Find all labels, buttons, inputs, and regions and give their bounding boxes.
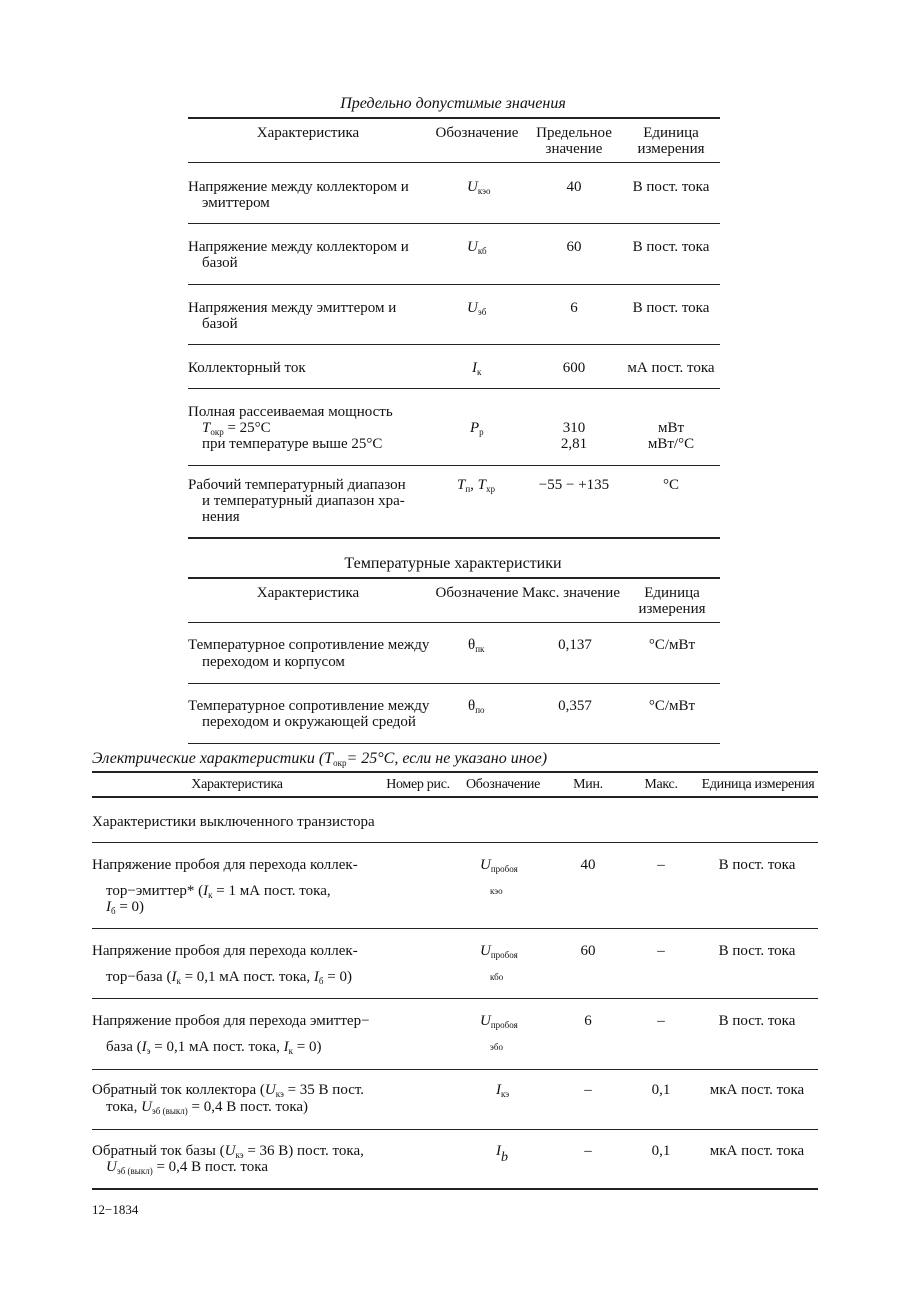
subscript: пробоя (490, 1020, 518, 1030)
row-symbol (468, 636, 484, 658)
text-fragment: I (313, 969, 319, 985)
row-max: – (657, 943, 665, 959)
header: Единица измерения (701, 777, 815, 792)
text-fragment: I (106, 899, 111, 915)
subscript: кб (477, 246, 487, 256)
text-fragment: T (477, 477, 487, 493)
row-desc: переходом и окружающей средой (202, 714, 416, 730)
row-unit: °C (662, 477, 680, 493)
text-fragment: U (480, 943, 491, 959)
row-desc: при температуре выше 25°C (202, 436, 383, 452)
row-min: 40 (580, 857, 596, 873)
row-min: 6 (584, 1013, 592, 1029)
row-desc (106, 968, 352, 990)
text-fragment: θ (468, 698, 476, 714)
row-value: −55 − +135 (538, 477, 610, 493)
text-fragment: I (141, 1039, 147, 1055)
row-symbol-sub: кэо (490, 886, 503, 896)
text-fragment: U (467, 300, 478, 316)
rule (92, 928, 818, 929)
header: Единица (643, 125, 699, 141)
row-desc: базой (202, 255, 238, 271)
text-fragment: = 35 В пост. (283, 1082, 365, 1098)
text-fragment: = 0,4 В пост. тока) (187, 1099, 309, 1115)
rule (188, 284, 720, 285)
rule (188, 117, 720, 119)
header: Характеристика (256, 585, 360, 601)
row-value: 2,81 (560, 436, 588, 452)
row-value: 40 (566, 179, 582, 195)
subscript: эб (477, 307, 487, 317)
subscript: п (465, 484, 471, 494)
row-max: – (657, 857, 665, 873)
row-desc: Напряжение пробоя для перехода эмиттер− (92, 1013, 370, 1029)
subscript: пробоя (490, 864, 518, 874)
text-fragment: = 0) (292, 1039, 322, 1055)
subscript: б (318, 976, 324, 986)
text-fragment: = 1 мА пост. тока, (212, 883, 331, 899)
rule (92, 998, 818, 999)
header: Обозначение (435, 585, 519, 601)
text-fragment: = 0,4 В пост. тока (152, 1159, 268, 1175)
row-unit: В пост. тока (632, 179, 710, 195)
header: Номер рис. (386, 777, 450, 792)
text-fragment: = 36 В) пост. тока, (243, 1143, 364, 1159)
row-min: – (584, 1143, 592, 1159)
row-desc: Полная рассеиваемая мощность (188, 404, 393, 420)
text-fragment: U (467, 239, 478, 255)
rule (188, 162, 720, 163)
text-fragment: тор−эмиттер* ( (106, 883, 204, 899)
row-symbol (496, 1142, 508, 1167)
row-min: 60 (580, 943, 596, 959)
text-fragment: I (171, 969, 177, 985)
text-fragment: U (264, 1082, 276, 1098)
header: значение (545, 141, 603, 157)
subscript: кэ (275, 1089, 284, 1099)
subscript: к (288, 1046, 293, 1056)
text-fragment: U (480, 1013, 491, 1029)
rule (92, 771, 818, 773)
text-fragment: I (203, 883, 209, 899)
row-min: – (584, 1082, 592, 1098)
row-symbol (467, 299, 486, 321)
header: Обозначение (435, 125, 519, 141)
row-unit: мВт (657, 420, 685, 436)
row-unit: В пост. тока (718, 857, 796, 873)
text-fragment: I (496, 1143, 501, 1159)
header: Единица (644, 585, 700, 601)
header: Характеристика (256, 125, 360, 141)
header: измерения (638, 601, 706, 617)
text-fragment: U (106, 1159, 117, 1175)
text-fragment: = 0,1 мА пост. тока, (180, 969, 314, 985)
text-fragment: = 0) (115, 899, 145, 915)
row-desc: Напряжения между эмиттером и (188, 300, 397, 316)
text-fragment: θ (468, 637, 476, 653)
text-fragment: = 25°C, если не указано иное) (346, 750, 548, 767)
text-fragment: P (470, 420, 480, 436)
row-desc: Напряжение между коллектором и (188, 179, 409, 195)
header: Предельное (536, 125, 612, 141)
row-symbol (468, 697, 485, 719)
text-fragment: I (283, 1039, 289, 1055)
row-symbol (467, 238, 487, 260)
row-desc: нения (202, 509, 240, 525)
row-value: 60 (566, 239, 582, 255)
row-symbol (467, 178, 490, 200)
rule (188, 622, 720, 623)
text-fragment: тока, (106, 1099, 142, 1115)
row-symbol (480, 856, 518, 878)
text-fragment: = 25°C (223, 420, 271, 436)
rule (188, 388, 720, 389)
row-value: 310 (562, 420, 586, 436)
header: Макс. значение (522, 585, 620, 601)
row-unit: мА пост. тока (627, 360, 715, 376)
header: Обозначение (465, 777, 541, 792)
header: Характеристика (191, 777, 283, 792)
header: Макс. (644, 777, 678, 792)
row-desc (106, 1098, 308, 1120)
text-fragment: = 0,1 мА пост. тока, (150, 1039, 284, 1055)
subscript: кэо (477, 186, 491, 196)
text-fragment: U (467, 179, 478, 195)
page-footer-code: 12−1834 (92, 1202, 139, 1217)
row-max: 0,1 (651, 1143, 671, 1159)
row-desc: Напряжение пробоя для перехода коллек- (92, 943, 358, 959)
row-unit: °С/мВт (648, 637, 696, 653)
text-fragment: I (496, 1082, 501, 1098)
header: Мин. (573, 777, 603, 792)
row-symbol (457, 476, 495, 498)
subscript: окр (333, 758, 347, 768)
subscript: к (176, 976, 181, 986)
row-unit: В пост. тока (632, 239, 710, 255)
text-fragment: Обратный ток базы ( (92, 1143, 225, 1159)
rule (188, 577, 720, 579)
row-desc: базой (202, 316, 238, 332)
text-fragment: U (480, 857, 491, 873)
rule (92, 842, 818, 843)
row-desc: Напряжение пробоя для перехода коллек- (92, 857, 358, 873)
rule (188, 223, 720, 224)
rule (92, 1129, 818, 1130)
text-fragment: = 0) (323, 969, 352, 985)
row-desc: Рабочий температурный диапазон (188, 477, 406, 493)
text-fragment: тор−база ( (106, 969, 172, 985)
row-desc: Коллекторный ток (188, 360, 306, 376)
row-value: 0,357 (558, 698, 592, 714)
row-desc (106, 898, 144, 920)
subscript: р (479, 427, 484, 437)
text-fragment: база ( (106, 1039, 142, 1055)
row-value: 0,137 (558, 637, 592, 653)
row-symbol-sub: кбо (490, 972, 504, 982)
text-fragment: U (141, 1099, 152, 1115)
rule (188, 683, 720, 684)
row-value: 600 (562, 360, 586, 376)
row-symbol (470, 419, 484, 441)
row-desc: Температурное сопротивление между (188, 637, 430, 653)
rule (92, 796, 818, 798)
section-title: Характеристики выключенного транзистора (92, 814, 375, 830)
text-fragment: T (202, 420, 211, 436)
subscript: пробоя (490, 950, 518, 960)
text-fragment: Обратный ток коллектора ( (92, 1082, 265, 1098)
text-fragment: Электрические характеристики (T (92, 750, 334, 767)
subscript: по (475, 705, 485, 715)
row-unit: мкА пост. тока (709, 1143, 805, 1159)
subscript: б (111, 906, 116, 916)
table1-title: Предельно допустимые значения (340, 95, 566, 112)
row-symbol (472, 359, 481, 381)
subscript: b (501, 1150, 508, 1165)
rule (188, 537, 720, 539)
table2-title: Температурные характеристики (344, 555, 562, 572)
row-value: 6 (570, 300, 578, 316)
text-fragment: I (472, 360, 477, 376)
row-unit: мВт/°C (647, 436, 695, 452)
text-fragment: U (224, 1143, 236, 1159)
rule (188, 465, 720, 466)
subscript: эб (выкл) (151, 1106, 188, 1116)
row-unit: °С/мВт (648, 698, 696, 714)
subscript: окр (210, 427, 224, 437)
text-fragment: T (457, 477, 466, 493)
rule (92, 1069, 818, 1070)
row-symbol (480, 942, 518, 964)
subscript: хр (486, 484, 496, 494)
subscript: к (208, 890, 213, 900)
table3-title (92, 750, 547, 772)
rule (188, 344, 720, 345)
row-desc: эмиттером (202, 195, 270, 211)
row-unit: В пост. тока (718, 1013, 796, 1029)
subscript: эб (выкл) (116, 1166, 153, 1176)
row-desc (106, 1158, 268, 1180)
subscript: к (477, 367, 482, 377)
subscript: э (146, 1046, 151, 1056)
subscript: кэ (235, 1150, 244, 1160)
rule (188, 743, 720, 744)
row-desc (106, 1038, 321, 1060)
row-symbol-sub: эбо (490, 1042, 503, 1052)
text-fragment: , (470, 477, 478, 493)
row-symbol (480, 1012, 518, 1034)
header: измерения (637, 141, 705, 157)
subscript: пк (475, 644, 485, 654)
row-desc: Температурное сопротивление между (188, 698, 430, 714)
row-unit: В пост. тока (632, 300, 710, 316)
row-unit: мкА пост. тока (709, 1082, 805, 1098)
row-max: – (657, 1013, 665, 1029)
row-unit: В пост. тока (718, 943, 796, 959)
row-desc: переходом и корпусом (202, 654, 345, 670)
row-symbol (496, 1081, 509, 1103)
rule (92, 1188, 818, 1190)
row-max: 0,1 (651, 1082, 671, 1098)
row-desc: Напряжение между коллектором и (188, 239, 409, 255)
subscript: кэ (501, 1089, 510, 1099)
row-desc: и температурный диапазон хра- (202, 493, 405, 509)
